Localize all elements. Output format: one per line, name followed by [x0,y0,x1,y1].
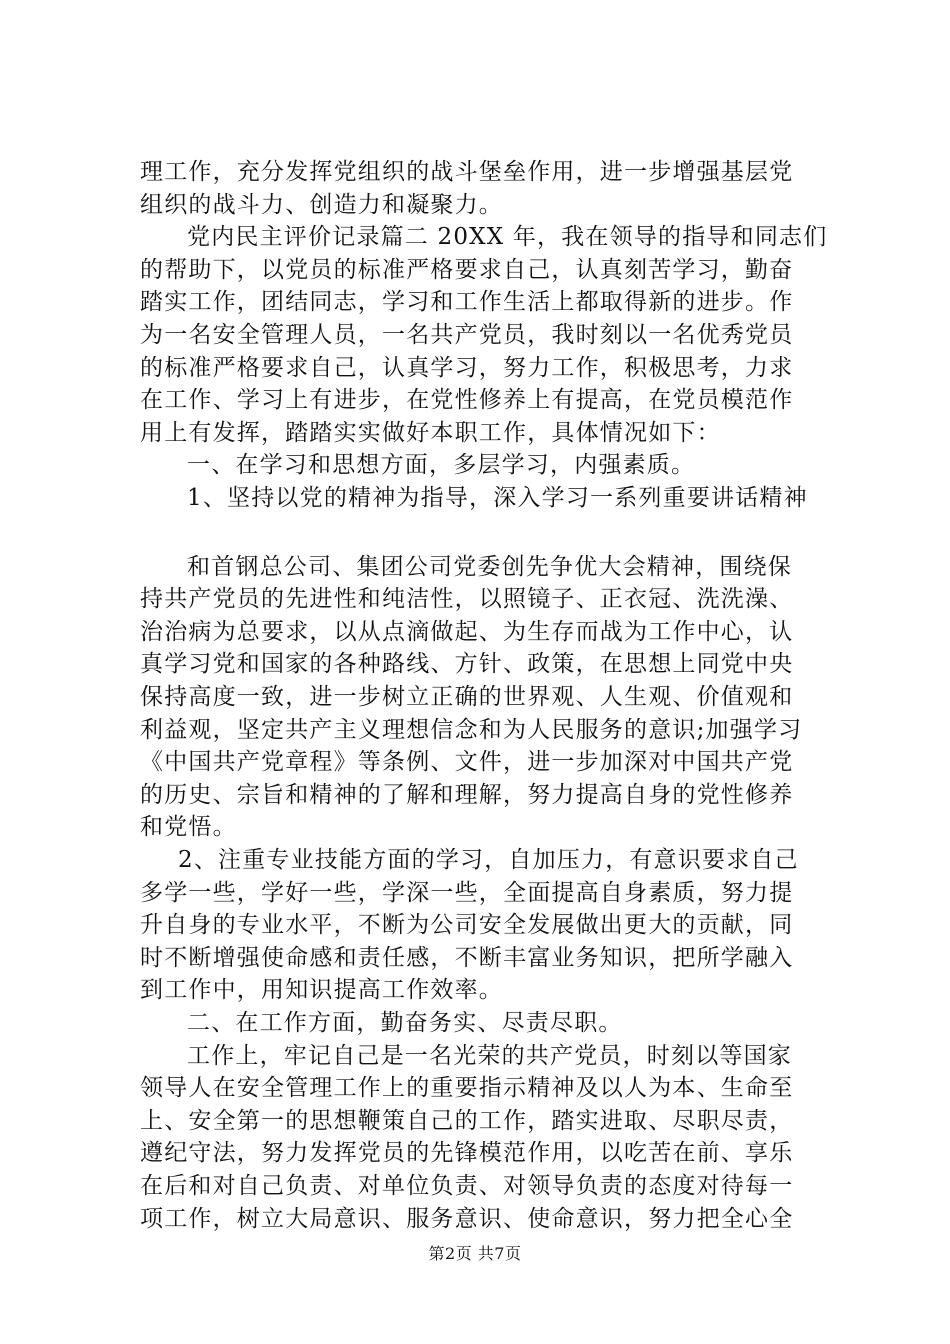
text-line: 的标准严格要求自己，认真学习，努力工作，积极思考，力求 [140,354,794,381]
text-line: 的帮助下，以党员的标准严格要求自己，认真刻苦学习，勤奋 [140,256,794,283]
text-line: 踏实工作，团结同志，学习和工作生活上都取得新的进步。作 [140,289,794,316]
text-line: 工作上，牢记自己是一名光荣的共产党员，时刻以等国家 [187,1042,792,1069]
text-line: 保持高度一致，进一步树立正确的世界观、人生观、价值观和 [140,684,794,710]
text-line: 利益观，坚定共产主义理想信念和为人民服务的意识;加强学习 [140,716,803,743]
text-line: 真学习党和国家的各种路线、方针、政策，在思想上同党中央 [140,651,794,678]
text-line: 时不断增强使命感和责任感，不断丰富业务知识，把所学融入 [140,944,794,971]
page-footer: 第2页 共7页 [428,1244,522,1263]
text-line: 项工作，树立大局意识、服务意识、使命意识，努力把全心全 [140,1205,794,1232]
text-line: 的历史、宗旨和精神的了解和理解，努力提高自身的党性修养 [140,781,794,808]
text-line: 到工作中，用知识提高工作效率。 [140,977,503,1004]
text-line: 一、在学习和思想方面，多层学习，内强素质。 [187,452,696,479]
text-line: 和首钢总公司、集团公司党委创先争优大会精神，围绕保 [187,553,792,580]
text-line: 在工作、学习上有进步，在党性修养上有提高，在党员模范作 [140,387,794,414]
text-line: 《中国共产党章程》等条例、文件，进一步加深对中国共产党 [140,749,794,776]
text-line: 党内民主评价记录篇二 20XX 年，我在领导的指导和同志们 [187,224,828,251]
text-line: 在后和对自己负责、对单位负责、对领导负责的态度对待每一 [140,1173,794,1199]
text-line: 用上有发挥，踏踏实实做好本职工作，具体情况如下： [140,419,721,446]
text-line: 治治病为总要求，以从点滴做起、为生存而战为工作中心，认 [140,618,794,645]
text-line: 多学一些，学好一些，学深一些，全面提高自身素质，努力提 [140,879,794,906]
text-line: 为一名安全管理人员，一名共产党员，我时刻以一名优秀党员 [140,322,794,348]
text-line: 理工作，充分发挥党组织的战斗堡垒作用，进一步增强基层党 [140,159,794,185]
text-line: 二、在工作方面，勤奋务实、尽责尽职。 [187,1010,623,1036]
text-line: 2、注重专业技能方面的学习，自加压力，有意识要求自己 [178,847,799,873]
text-line: 持共产党员的先进性和纯洁性，以照镜子、正衣冠、洗洗澡、 [140,586,794,613]
text-line: 组织的战斗力、创造力和凝聚力。 [140,191,503,218]
text-line: 和党悟。 [140,814,237,841]
text-line: 遵纪守法，努力发挥党员的先锋模范作用，以吃苦在前、享乐 [140,1140,794,1167]
text-line: 升自身的专业水平，不断为公司安全发展做出更大的贡献，同 [140,912,794,939]
text-line: 上、安全第一的思想鞭策自己的工作，踏实进取、尽职尽责， [140,1107,794,1134]
text-line: 领导人在安全管理工作上的重要指示精神及以人为本、生命至 [140,1075,794,1102]
text-line: 1、坚持以党的精神为指导，深入学习一系列重要讲话精神 [187,485,808,511]
